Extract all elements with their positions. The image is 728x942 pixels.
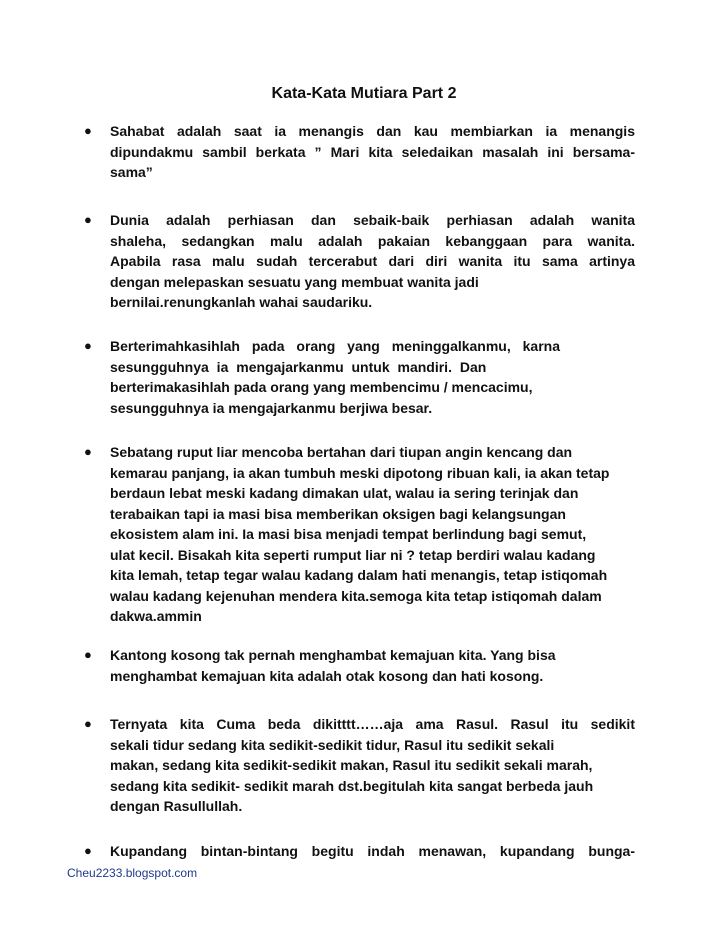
paragraph-line: Apabila rasa malu sudah tercerabut dari diri wanita itu sama artinya <box>110 253 635 269</box>
paragraph-line: berterimakasihlah pada orang yang membencimu / mencacimu, <box>110 379 533 395</box>
paragraph-line: dengan melepaskan sesuatu yang membuat wanita jadi <box>110 273 479 290</box>
paragraph-line: Kantong kosong tak pernah menghambat kemajuan kita. Yang bisa <box>110 647 556 663</box>
bullet-icon: ● <box>84 338 92 353</box>
page-title: Kata-Kata Mutiara Part 2 <box>271 85 457 102</box>
paragraph-line: shaleha, sedangkan malu adalah pakaian kebanggaan para wanita. <box>110 232 635 249</box>
paragraph-line: Ternyata kita Cuma beda dikitttt……aja ama Rasul. Rasul itu sedikit <box>110 716 635 732</box>
paragraph-line: berdaun lebat meski kadang dimakan ulat, walau ia sering terinjak dan <box>110 485 579 501</box>
paragraph-line: Berterimahkasihlah pada orang yang meninggalkanmu, karna <box>110 338 560 354</box>
list-item <box>84 645 635 686</box>
paragraph-line: bernilai.renungkanlah wahai saudariku. <box>110 294 373 310</box>
paragraph-line: Sebatang ruput liar mencoba bertahan dari tiupan angin kencang dan <box>110 444 573 460</box>
paragraph-line: kita lemah, tetap tegar walau kadang dalam hati menangis, tetap istiqomah <box>110 567 608 583</box>
footer-blog-url: Cheu2233.blogspot.com <box>67 866 198 880</box>
paragraph-line: sesungguhnya ia mengajarkanmu berjiwa besar. <box>110 399 433 416</box>
paragraph-line: sekali tidur sedang kita sedikit-sedikit tidur, Rasul itu sedikit sekali <box>110 736 555 753</box>
paragraph-line: sesungguhnya ia mengajarkanmu untuk mandiri. Dan <box>110 358 487 375</box>
bullet-icon: ● <box>84 647 92 662</box>
list-item <box>84 442 635 627</box>
paragraph-line: Dunia adalah perhiasan dan sebaik-baik perhiasan adalah wanita <box>110 212 635 228</box>
list-item <box>84 210 635 313</box>
paragraph-line: Kupandang bintan-bintang begitu indah menawan, kupandang bunga- <box>110 843 635 859</box>
paragraph-line: terabaikan tapi ia masi bisa memberikan oksigen bagi kelangsungan <box>110 505 566 522</box>
list-item <box>84 336 560 418</box>
bullet-icon: ● <box>84 843 92 858</box>
bullet-icon: ● <box>84 212 92 227</box>
paragraph-line: dakwa.ammin <box>110 608 202 624</box>
bullet-icon: ● <box>84 716 92 731</box>
paragraph-line: sama” <box>110 164 153 180</box>
paragraph-line: sedang kita sedikit- sedikit marah dst.begitulah kita sangat berbeda jauh <box>110 777 594 794</box>
paragraph-line: ulat kecil. Bisakah kita seperti rumput liar ni ? tetap berdiri walau kadang <box>110 546 596 563</box>
list-item <box>84 714 635 817</box>
paragraph-line: Sahabat adalah saat ia menangis dan kau membiarkan ia menangis <box>110 123 635 139</box>
paragraph-line: walau kadang kejenuhan mendera kita.semoga kita tetap istiqomah dalam <box>110 587 602 604</box>
list-item <box>84 841 635 862</box>
paragraph-line: dengan Rasullullah. <box>110 798 243 814</box>
list-item <box>84 121 635 183</box>
paragraph-line: menghambat kemajuan kita adalah otak kosong dan hati kosong. <box>110 667 544 684</box>
paragraph-line: dipundakmu sambil berkata ” Mari kita seledaikan masalah ini bersama- <box>110 143 635 160</box>
paragraph-line: ekosistem alam ini. Ia masi bisa menjadi tempat berlindung bagi semut, <box>110 526 587 542</box>
paragraph-line: kemarau panjang, ia akan tumbuh meski dipotong ribuan kali, ia akan tetap <box>110 464 610 481</box>
paragraph-line: makan, sedang kita sedikit-sedikit makan, Rasul itu sedikit sekali marah, <box>110 757 593 773</box>
bullet-icon: ● <box>84 123 92 138</box>
bullet-icon: ● <box>84 444 92 459</box>
